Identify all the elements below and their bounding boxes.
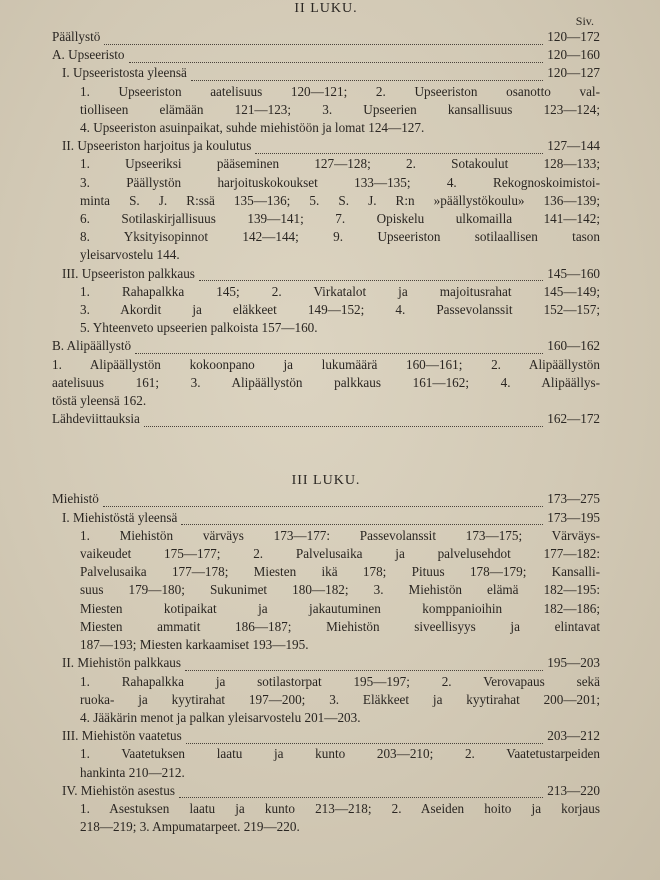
dot-leader — [255, 143, 543, 154]
description-line: vaikeudet 175—177; 2. Palvelusaika ja palvelusehdot 177—182: — [80, 546, 600, 562]
description-line: Miesten kotipaikat ja jakautuminen komppanioihin 182—186; — [80, 600, 600, 616]
description-line: 3. Akordit ja eläkkeet 149—152; 4. Passevolanssit 152—157; — [80, 302, 600, 318]
toc-entry[interactable] — [52, 265, 600, 283]
table-of-contents — [52, 0, 600, 836]
description-line: 6. Sotilaskirjallisuus 139—141; 7. Opiskelu ulkomailla 141—142; — [80, 211, 600, 227]
description-line: Miesten ammatit 186—187; Miehistön siveellisyys ja elintavat — [80, 618, 600, 634]
toc-entry-title: I. Upseeristosta yleensä — [62, 65, 187, 81]
toc-entry[interactable] — [52, 64, 600, 82]
description-line: 1. Upseeriksi pääseminen 127—128; 2. Sotakoulut 128—133; — [80, 156, 600, 172]
toc-entry-title: A. Upseeristo — [52, 47, 125, 63]
description-line: 8. Yksityisopinnot 142—144; 9. Upseeriston sotilaallisen tason — [80, 229, 600, 245]
toc-entry[interactable] — [52, 410, 600, 428]
toc-entry-description — [52, 800, 600, 836]
chapter-3-heading: III LUKU. — [291, 473, 361, 489]
description-line: aatelisuus 161; 3. Alipäällystön palkkaus 161—162; 4. Alipäällys- — [52, 374, 600, 390]
toc-entry-title: Miehistö — [52, 491, 99, 507]
toc-entry-pages: 162—172 — [547, 411, 600, 427]
toc-entry-description — [52, 83, 600, 138]
toc-entry[interactable] — [52, 46, 600, 64]
dot-leader — [104, 34, 543, 45]
toc-entry-description — [52, 673, 600, 728]
toc-entry-title: III. Upseeriston palkkaus — [62, 265, 195, 281]
description-line: 1. Vaatetuksen laatu ja kunto 203—210; 2. Vaatetustarpeiden — [80, 746, 600, 762]
description-line: ruoka- ja kyytirahat 197—200; 3. Eläkkeet ja kyytirahat 200—201; — [80, 691, 600, 707]
toc-entry[interactable] — [52, 654, 600, 672]
toc-entry-description — [52, 745, 600, 781]
description-line: 5. Yhteenveto upseerien palkoista 157—160. — [80, 320, 318, 336]
description-line: 1. Miehistön värväys 173—177: Passevolanssit 173—175; Värväys- — [80, 527, 600, 543]
toc-entry-pages: 160—162 — [547, 338, 600, 354]
description-line: hankinta 210—212. — [80, 764, 185, 780]
description-line: Palvelusaika 177—178; Miesten ikä 178; Pituus 178—179; Kansalli- — [80, 564, 600, 580]
toc-entry-pages: 195—203 — [547, 655, 600, 671]
chapter-2-heading: II LUKU. — [294, 1, 358, 16]
toc-entry[interactable] — [52, 782, 600, 800]
description-line: töstä yleensä 162. — [52, 393, 147, 409]
toc-entry[interactable] — [52, 727, 600, 745]
dot-leader — [103, 496, 543, 507]
toc-entry[interactable] — [52, 137, 600, 155]
toc-entry-description — [52, 283, 600, 338]
toc-entry-pages: 173—275 — [547, 491, 600, 507]
toc-entry-title: I. Miehistöstä yleensä — [62, 509, 178, 525]
description-line: 1. Upseeriston aatelisuus 120—121; 2. Upseeriston osanotto val- — [80, 83, 600, 99]
dot-leader — [191, 70, 543, 81]
toc-entry[interactable] — [52, 509, 600, 527]
toc-entry[interactable] — [52, 28, 600, 46]
description-line: tiolliseen elämään 121—123; 3. Upseerien kansallisuus 123—124; — [80, 101, 600, 117]
description-line: 187—193; Miesten karkaamiset 193—195. — [80, 637, 309, 653]
toc-entry-pages: 120—160 — [547, 47, 600, 63]
toc-entry-title: Lähdeviittauksia — [52, 411, 140, 427]
dot-leader — [199, 270, 543, 281]
toc-entry-pages: 213—220 — [547, 782, 600, 798]
toc-entry-title: B. Alipäällystö — [52, 338, 132, 354]
toc-entry-title: Päällystö — [52, 29, 101, 44]
toc-entry[interactable] — [52, 490, 600, 508]
description-line: 3. Päällystön harjoituskokoukset 133—135; 4. Rekognoskoimistoi- — [80, 174, 600, 190]
toc-entry-pages: 120—172 — [547, 29, 600, 44]
description-line: 218—219; 3. Ampumatarpeet. 219—220. — [80, 819, 300, 835]
dot-leader — [185, 660, 543, 671]
description-line: 1. Rahapalkka ja sotilastorpat 195—197; 2. Verovapaus sekä — [80, 673, 600, 689]
dot-leader — [179, 787, 543, 798]
toc-entry-pages: 203—212 — [547, 728, 600, 744]
description-line: 4. Upseeriston asuinpaikat, suhde miehistöön ja lomat 124—127. — [80, 120, 425, 136]
chapter-gap — [52, 428, 600, 472]
toc-entry-title: IV. Miehistön asestus — [62, 782, 175, 798]
toc-entry-description — [52, 356, 600, 411]
toc-entry-pages: 127—144 — [547, 138, 600, 154]
description-line: 4. Jääkärin menot ja palkan yleisarvostelu 201—203. — [80, 709, 361, 725]
toc-entry-description — [52, 155, 600, 264]
dot-leader — [144, 416, 543, 427]
description-line: 1. Alipäällystön kokoonpano ja lukumäärä 160—161; 2. Alipäällystön — [52, 356, 600, 372]
dot-leader — [135, 343, 543, 354]
dot-leader — [181, 514, 543, 525]
description-line: yleisarvostelu 144. — [80, 247, 180, 263]
toc-entry[interactable] — [52, 337, 600, 355]
description-line: minta S. J. R:ssä 135—136; 5. S. J. R:n »päällystökoulu» 136—139; — [80, 192, 600, 208]
toc-entry-description — [52, 527, 600, 654]
dot-leader — [129, 52, 544, 63]
description-line: 1. Asestuksen laatu ja kunto 213—218; 2. Aseiden hoito ja korjaus — [80, 800, 600, 816]
toc-entry-pages: 173—195 — [547, 509, 600, 525]
toc-entry-title: II. Miehistön palkkaus — [62, 655, 182, 671]
toc-entry-title: III. Miehistön vaatetus — [62, 728, 182, 744]
description-line: suus 179—180; Sukunimet 180—182; 3. Miehistön elämä 182—195: — [80, 582, 600, 598]
toc-entry-pages: 120—127 — [547, 65, 600, 81]
toc-entry-title: II. Upseeriston harjoitus ja koulutus — [62, 138, 252, 154]
dot-leader — [186, 733, 543, 744]
description-line: 1. Rahapalkka 145; 2. Virkatalot ja majoitusrahat 145—149; — [80, 283, 600, 299]
toc-entry-pages: 145—160 — [547, 265, 600, 281]
page-column-header: Siv. — [575, 14, 594, 28]
